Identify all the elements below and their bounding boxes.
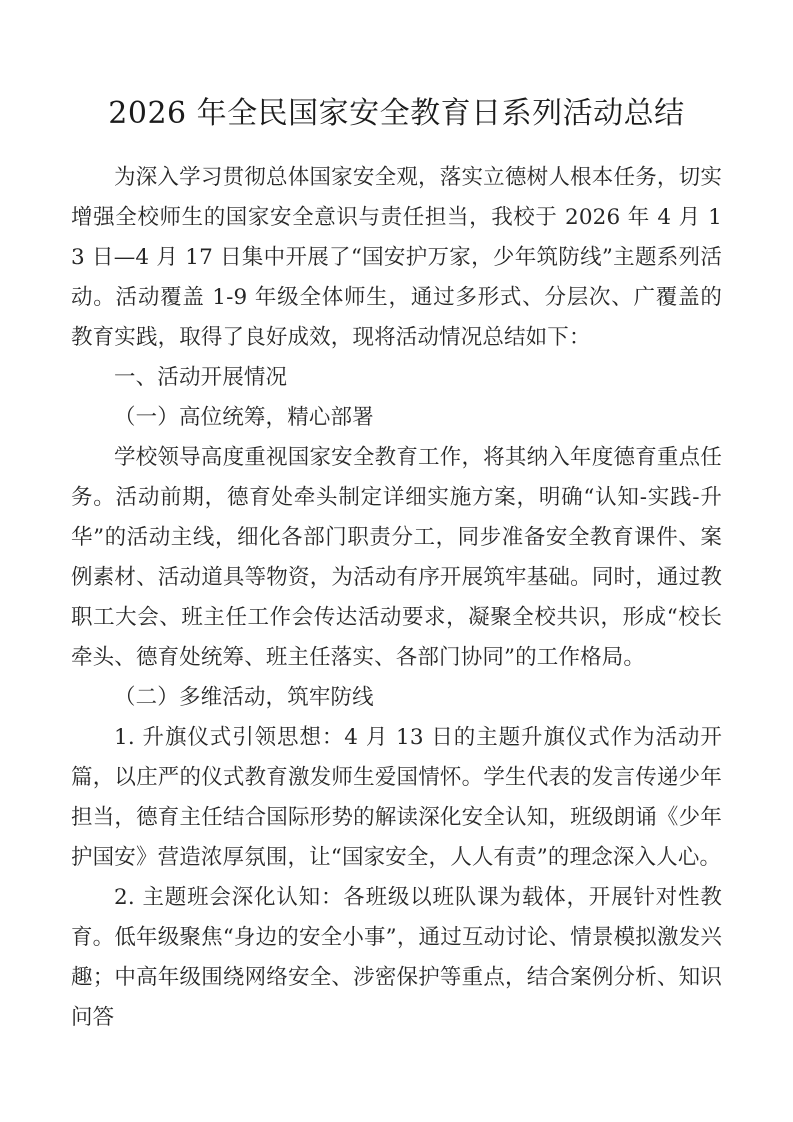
list-item-flag-ceremony: 1. 升旗仪式引领思想：4 月 13 日的主题升旗仪式作为活动开篇，以庄严的仪式教育激发师生爱国情怀。学生代表的发言传递少年担当，德育主任结合国际形势的解读深化安全认知，班级朗诵《少年护国安》营造浓厚氛围，让“国家安全，人人有责”的理念深入人心。	[71, 725, 722, 870]
section-heading-activities: 一、活动开展情况	[114, 365, 288, 390]
document-text-column	[71, 0, 722, 1122]
paragraph-planning-body: 学校领导高度重视国家安全教育工作，将其纳入年度德育重点任务。活动前期，德育处牵头制定详细实施方案，明确“认知-实践-升华”的活动主线，细化各部门职责分工，同步准备安全教育课件、案例素材、活动道具等物资，为活动有序开展筑牢基础。同时，通过教职工大会、班主任工作会传达活动要求，凝聚全校共识，形成“校长牵头、德育处统筹、班主任落实、各部门协同”的工作格局。	[71, 445, 722, 670]
list-item-class-meeting: 2. 主题班会深化认知：各班级以班队课为载体，开展针对性教育。低年级聚焦“身边的安全小事”，通过互动讨论、情景模拟激发兴趣；中高年级围绕网络安全、涉密保护等重点，结合案例分析、知识问答	[71, 885, 722, 1030]
title-spacer	[71, 134, 722, 158]
subsection-heading-planning: （一）高位统筹，精心部署	[114, 405, 374, 430]
subsection-heading-multidimensional: （二）多维活动，筑牢防线	[114, 685, 374, 710]
page-title: 2026 年全民国家安全教育日系列活动总结	[108, 96, 685, 131]
paragraph-intro: 为深入学习贯彻总体国家安全观，落实立德树人根本任务，切实增强全校师生的国家安全意识与责任担当，我校于 2026 年 4 月 13 日—4 月 17 日集中开展了“国安护万家，少年筑防线”主题系列活动。活动覆盖 1-9 年级全体师生，通过多形式、分层次、广覆盖的教育实践，取得了良好成效，现将活动情况总结如下：	[71, 165, 722, 350]
